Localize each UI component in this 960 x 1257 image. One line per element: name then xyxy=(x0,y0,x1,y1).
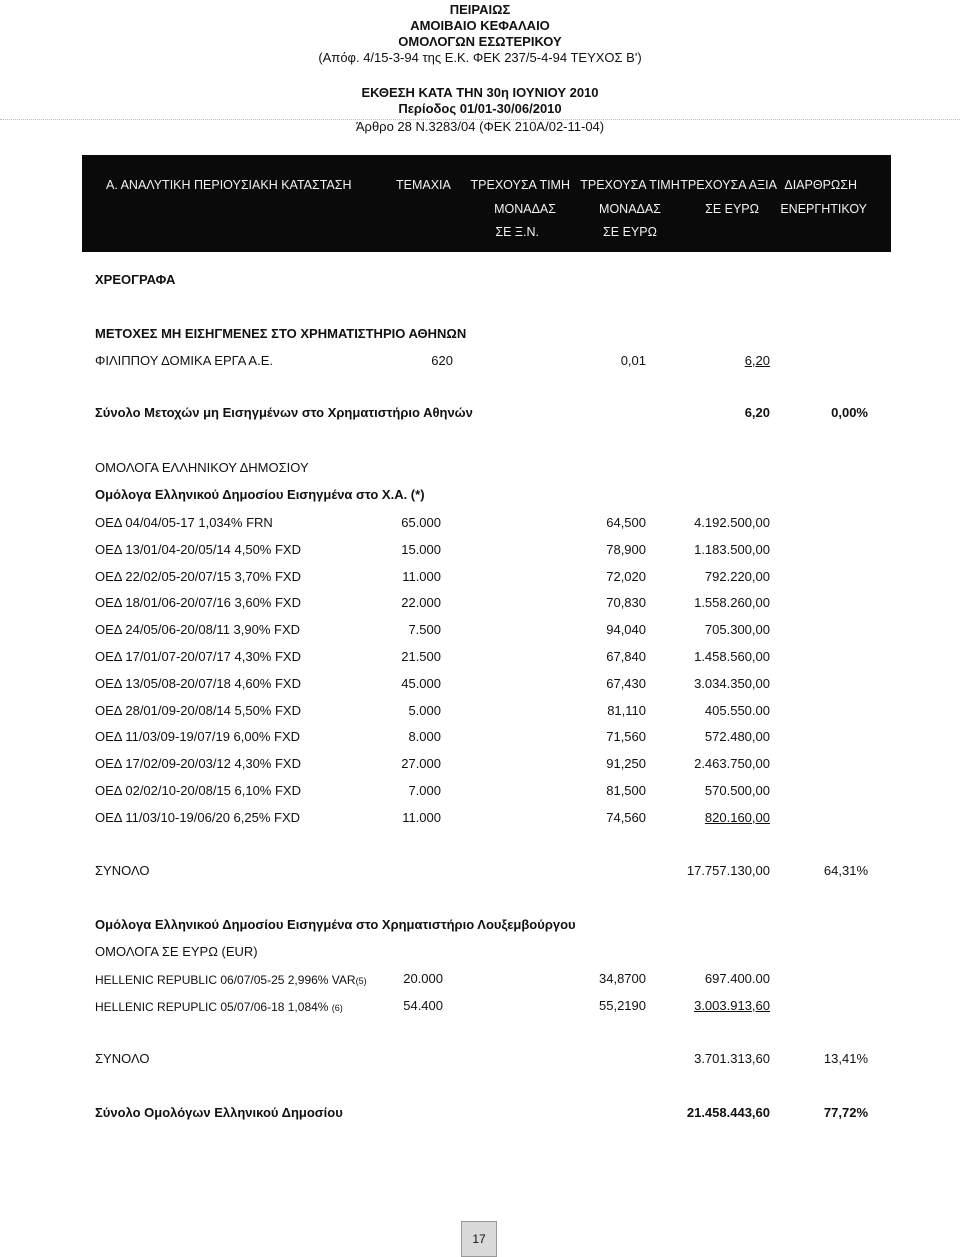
bond-value: 405.550.00 xyxy=(704,702,770,718)
bond-name: ΟΕΔ 11/03/09-19/07/19 6,00% FXD xyxy=(95,729,301,745)
unlisted-total-value: 6,20 xyxy=(744,405,770,420)
bond-price: 81,110 xyxy=(607,702,646,718)
bond-value: 1.558.260,00 xyxy=(694,595,770,611)
bond-name: ΟΕΔ 13/05/08-20/07/18 4,60% FXD xyxy=(95,675,301,691)
bond-units: 7.500 xyxy=(408,622,441,638)
col-value-l2: ΣΕ ΕΥΡΩ xyxy=(705,202,759,216)
bond-value: 697.400.00 xyxy=(704,971,770,986)
bond-units: 54.400 xyxy=(403,998,443,1013)
bond-units: 45.000 xyxy=(401,675,441,691)
bond-name: ΟΕΔ 22/02/05-20/07/15 3,70% FXD xyxy=(95,568,301,584)
lux-total-weight: 13,41% xyxy=(823,1051,868,1066)
bond-name: ΟΕΔ 04/04/05-17 1,034% FRN xyxy=(95,515,273,530)
security-units: 620 xyxy=(431,353,453,368)
bond-price: 34,8700 xyxy=(599,971,646,986)
col-weight-l2: ΕΝΕΡΓΗΤΙΚΟΥ xyxy=(780,202,867,216)
bond-name: ΟΕΔ 02/02/10-20/08/15 6,10% FXD xyxy=(95,783,301,798)
unlisted-total-weight: 0,00% xyxy=(831,405,868,420)
column-header-band xyxy=(82,155,891,252)
bond-units: 5.000 xyxy=(408,702,441,718)
bond-value: 570.500,00 xyxy=(704,783,770,798)
grand-total-label: Σύνολο Ομολόγων Ελληνικού Δημοσίου xyxy=(95,1105,343,1120)
bond-name xyxy=(95,972,367,989)
col-price-eur-l3: ΣΕ ΕΥΡΩ xyxy=(603,225,657,239)
bond-price: 71,560 xyxy=(606,729,646,745)
bond-units: 22.000 xyxy=(401,595,441,611)
bond-name: ΟΕΔ 28/01/09-20/08/14 5,50% FXD xyxy=(95,702,301,718)
bond-price: 81,500 xyxy=(606,783,646,798)
grand-total-weight: 77,72% xyxy=(823,1105,868,1120)
athens-total-weight: 64,31% xyxy=(823,863,868,878)
bond-name-text: HELLENIC REPUBLIC 06/07/05-25 2,996% VAR xyxy=(95,973,356,987)
athens-bonds-heading: Ομόλογα Ελληνικού Δημοσίου Εισηγμένα στο Χ.Α. (*) xyxy=(95,487,425,502)
report-title: ΕΚΘΕΣΗ ΚΑΤΑ ΤΗΝ 30η ΙΟΥΝΙΟΥ 2010 xyxy=(361,85,599,100)
unlisted-heading: ΜΕΤΟΧΕΣ ΜΗ ΕΙΣΗΓΜΕΝΕΣ ΣΤΟ ΧΡΗΜΑΤΙΣΤΗΡΙΟ ΑΘΗΝΩΝ xyxy=(95,326,467,341)
license-line: (Απόφ. 4/15-3-94 της Ε.Κ. ΦΕΚ 237/5-4-94 ΤΕΥΧΟΣ Β') xyxy=(318,50,642,65)
security-name: ΦΙΛΙΠΠΟΥ ΔΟΜΙΚΑ ΕΡΓΑ Α.Ε. xyxy=(95,353,274,368)
bond-price: 91,250 xyxy=(606,756,646,772)
col-units: ΤΕΜΑΧΙΑ xyxy=(396,178,451,192)
greek-bonds-heading: ΟΜΟΛΟΓΑ ΕΛΛΗΝΙΚΟΥ ΔΗΜΟΣΙΟΥ xyxy=(95,460,309,475)
bond-units: 11.000 xyxy=(402,809,441,825)
bond-name: ΟΕΔ 18/01/06-20/07/16 3,60% FXD xyxy=(95,595,301,611)
section-title: Α. ΑΝΑΛΥΤΙΚΗ ΠΕΡΙΟΥΣΙΑΚΗ ΚΑΤΑΣΤΑΣΗ xyxy=(106,178,352,192)
security-price: 0,01 xyxy=(620,353,646,368)
bond-value: 3.003.913,60 xyxy=(694,998,770,1013)
bond-units: 21.500 xyxy=(401,649,441,664)
athens-total-label: ΣΥΝΟΛΟ xyxy=(95,863,150,878)
bond-value: 3.034.350,00 xyxy=(694,675,770,691)
bond-value: 572.480,00 xyxy=(704,729,770,745)
bond-price: 70,830 xyxy=(606,595,646,611)
bond-price: 67,430 xyxy=(606,675,646,691)
bond-units: 27.000 xyxy=(401,756,441,772)
bond-name xyxy=(95,999,343,1016)
bond-price: 72,020 xyxy=(606,568,646,584)
fund-name: ΟΜΟΛΟΓΩΝ ΕΣΩΤΕΡΙΚΟΥ xyxy=(398,34,562,49)
bond-units: 20.000 xyxy=(403,971,443,986)
bond-units: 7.000 xyxy=(408,783,441,798)
fund-type: ΑΜΟΙΒΑΙΟ ΚΕΦΑΛΑΙΟ xyxy=(410,18,550,33)
col-value-l1: ΤΡΕΧΟΥΣΑ ΑΞΙΑ xyxy=(680,178,777,192)
bond-units: 65.000 xyxy=(401,515,441,530)
bond-name: ΟΕΔ 24/05/06-20/08/11 3,90% FXD xyxy=(95,622,301,638)
unlisted-total-label: Σύνολο Μετοχών μη Εισηγμένων στο Χρηματιστήριο Αθηνών xyxy=(95,405,473,420)
security-value: 6,20 xyxy=(744,353,770,368)
col-price-eur-l2: ΜΟΝΑΔΑΣ xyxy=(599,202,661,216)
bond-price: 64,500 xyxy=(606,515,646,530)
grand-total-value: 21.458.443,60 xyxy=(686,1105,770,1120)
bond-price: 67,840 xyxy=(606,649,646,664)
bond-value: 820.160,00 xyxy=(704,809,770,825)
bond-name-text: HELLENIC REPUPLIC 05/07/06-18 1,084% xyxy=(95,1000,332,1014)
bond-units: 8.000 xyxy=(408,729,441,745)
bond-units: 11.000 xyxy=(402,568,441,584)
bond-price: 55,2190 xyxy=(599,998,646,1013)
lux-total-value: 3.701.313,60 xyxy=(694,1051,770,1066)
bond-name: ΟΕΔ 17/01/07-20/07/17 4,30% FXD xyxy=(95,649,301,664)
bond-value: 1.458.560,00 xyxy=(694,649,770,664)
bond-name: ΟΕΔ 17/02/09-20/03/12 4,30% FXD xyxy=(95,756,301,772)
footnote-marker: (6) xyxy=(331,1003,343,1013)
bond-price: 78,900 xyxy=(606,541,646,557)
bond-price: 74,560 xyxy=(606,809,646,825)
col-price-fx-l1: ΤΡΕΧΟΥΣΑ ΤΙΜΗ xyxy=(470,178,570,192)
col-weight-l1: ΔΙΑΡΘΡΩΣΗ xyxy=(784,178,857,192)
securities-heading: ΧΡΕΟΓΡΑΦΑ xyxy=(95,272,176,287)
bond-name: ΟΕΔ 11/03/10-19/06/20 6,25% FXD xyxy=(95,809,301,825)
page-number: 17 xyxy=(472,1232,486,1246)
bond-value: 792.220,00 xyxy=(704,568,770,584)
bond-value: 2.463.750,00 xyxy=(694,756,770,772)
bond-value: 1.183.500,00 xyxy=(694,541,770,557)
col-price-fx-l3: ΣΕ Ξ.Ν. xyxy=(495,225,539,239)
lux-bonds-heading: Ομόλογα Ελληνικού Δημοσίου Εισηγμένα στο Χρηματιστήριο Λουξεμβούργου xyxy=(95,917,576,932)
footnote-marker: (5) xyxy=(355,976,367,986)
page-number-box xyxy=(461,1221,497,1257)
lux-currency-heading: ΟΜΟΛΟΓΑ ΣΕ ΕΥΡΩ (EUR) xyxy=(95,944,258,959)
lux-total-label: ΣΥΝΟΛΟ xyxy=(95,1051,150,1066)
report-period: Περίοδος 01/01-30/06/2010 xyxy=(398,101,562,116)
article-line: Άρθρο 28 Ν.3283/04 (ΦΕΚ 210Α/02-11-04) xyxy=(355,119,605,134)
bond-price: 94,040 xyxy=(606,622,646,638)
bond-units: 15.000 xyxy=(401,541,441,557)
bond-value: 705.300,00 xyxy=(704,622,770,638)
col-price-fx-l2: ΜΟΝΑΔΑΣ xyxy=(494,202,556,216)
bond-name: ΟΕΔ 13/01/04-20/05/14 4,50% FXD xyxy=(95,541,301,557)
company-name: ΠΕΙΡΑΙΩΣ xyxy=(449,2,511,17)
bond-value: 4.192.500,00 xyxy=(694,515,770,530)
athens-total-value: 17.757.130,00 xyxy=(686,863,770,878)
col-price-eur-l1: ΤΡΕΧΟΥΣΑ ΤΙΜΗ xyxy=(580,178,680,192)
